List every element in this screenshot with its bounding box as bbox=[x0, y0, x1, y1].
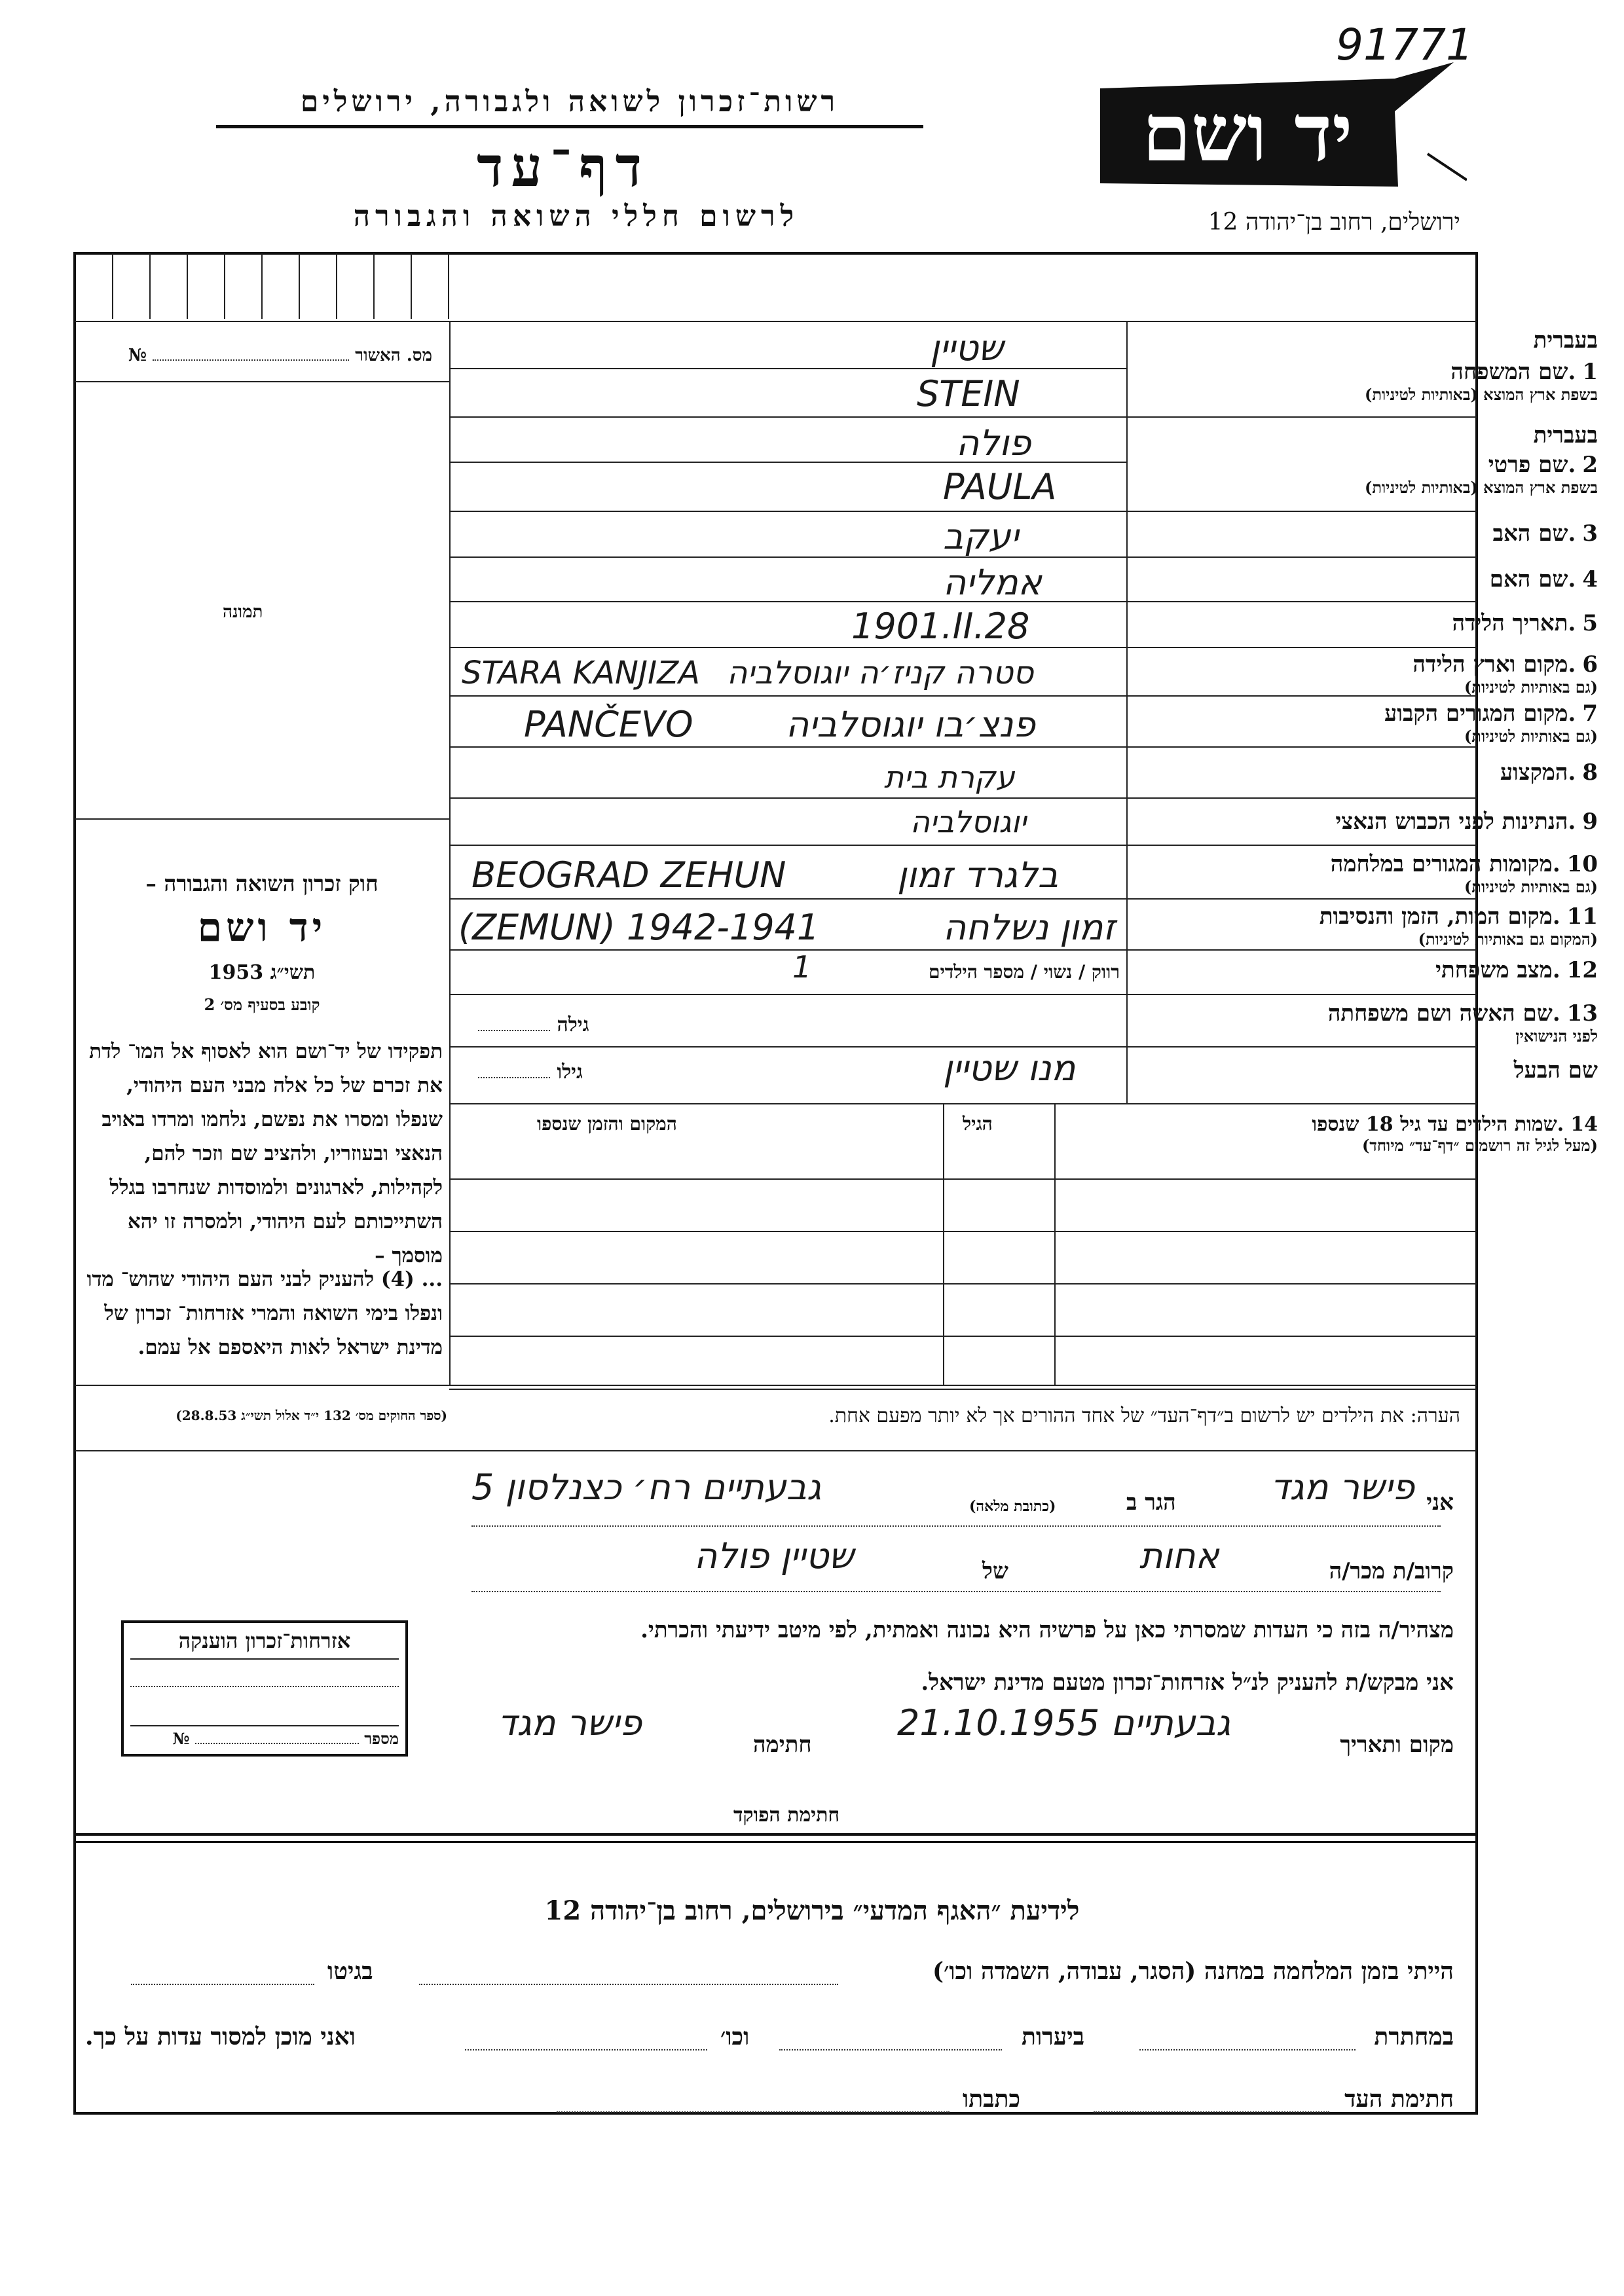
archive-number: 91771 bbox=[1336, 20, 1473, 70]
husband-name[interactable]: מנו שטיין bbox=[943, 1048, 1076, 1089]
field-8-label: 8.המקצוע bbox=[1500, 759, 1598, 786]
residence-latin[interactable]: PANČEVO bbox=[524, 704, 693, 745]
signature-label: חתימה bbox=[753, 1732, 812, 1758]
field-12-label: 12.מצב משפחתי bbox=[1435, 957, 1598, 983]
willing-testify-text: ואני מוכן למסור עדות על כך. bbox=[85, 2023, 356, 2050]
form-subtitle: לרשום חללי השואה והגבורה bbox=[353, 200, 800, 233]
form-title: דף־עד bbox=[476, 134, 650, 199]
profession[interactable]: עקרת בית bbox=[884, 759, 1015, 795]
request-text: אני מבקש/ת להעניק לנ״ל אזרחות־זכרון מטעם מדינת ישראל. bbox=[921, 1669, 1454, 1696]
logo-text: יד ושם bbox=[1142, 87, 1353, 179]
husband-label: שם הבעל bbox=[1513, 1057, 1598, 1084]
approval-number-field[interactable] bbox=[92, 346, 432, 365]
note-text: הערה: את הילדים יש לרשום ב״דף־העד״ של אחד ההורים אך לא יותר מפעם אחת. bbox=[828, 1404, 1460, 1427]
firstname-latin[interactable]: PAULA bbox=[943, 466, 1057, 507]
etc-label: וכו׳ bbox=[720, 2023, 750, 2050]
yad-vashem-logo bbox=[1087, 62, 1467, 187]
birth-date[interactable]: 1901.II.28 bbox=[851, 606, 1030, 647]
mother-name[interactable]: אמליה bbox=[943, 562, 1042, 603]
underground-label: במחתרת bbox=[1374, 2023, 1454, 2050]
citizenship-box bbox=[121, 1620, 408, 1757]
residence-hebrew[interactable]: פנצ׳בו יוגוסלביה bbox=[786, 704, 1035, 745]
field-7-label: 7.מקום המגורים הקבוע (גם באותיות לטיניות) bbox=[1384, 701, 1598, 746]
approval-symbol: № bbox=[128, 346, 147, 365]
wartime-residence-hebrew[interactable]: בלגרד זמון bbox=[897, 854, 1059, 896]
declarant-address[interactable]: גבעתיים רח׳ כצנלסון 5 bbox=[471, 1467, 822, 1508]
ghetto-label: בגיטו bbox=[327, 1958, 373, 1985]
declarant-name[interactable]: פישר מגד bbox=[1270, 1467, 1415, 1508]
field-10-label: 10.מקומות המגורים במלחמה (גם באותיות לטיניות) bbox=[1330, 851, 1598, 896]
relationship[interactable]: אחות bbox=[1139, 1535, 1219, 1576]
field-1-label-main: 1.שם המשפחה בשפת ארץ המוצא (באותיות לטיניות) bbox=[1365, 359, 1598, 404]
institution-name: רשות־זכרון לשואה ולגבורה, ירושלים bbox=[216, 85, 923, 128]
children-place-header: המקום והזמן שנספו bbox=[537, 1113, 677, 1135]
full-address-label: (כתובת מלאה) bbox=[969, 1498, 1056, 1515]
field-13-label: 13.שם האשה ושם משפחתה לפני הנישואין bbox=[1327, 1000, 1598, 1046]
field-4-label: 4.שם האם bbox=[1489, 566, 1598, 592]
field-6-label: 6.מקום וארץ הלידה (גם באותיות לטיניות) bbox=[1412, 651, 1598, 697]
code-boxes bbox=[76, 253, 449, 319]
law-text-1: תפקידו של יד־ושם הוא לאסוף אל המו־ לדת את זכרם של כל אלה מבני העם היהודי, שנפלו ומסרו את נפשם, נלחמו ומרדו באויב הנאצי ובעוזריו, ולהציב שם וזכר להם, לקהילות, לארגונים ולמוסדות שנחרבו בגלל השתייכותם לעם היהודי, ולמסרה זו יהא מוסמך – bbox=[89, 1040, 443, 1267]
of-label: של bbox=[982, 1558, 1008, 1584]
citizenship-box-number[interactable]: מספר № bbox=[130, 1725, 399, 1749]
surname-hebrew[interactable]: שטיין bbox=[930, 327, 1004, 369]
children-count[interactable]: 1 bbox=[792, 949, 812, 985]
camp-line-label: הייתי בזמן המלחמה במחנה (הסגר, עבודה, השמדה וכו׳) bbox=[932, 1958, 1454, 1985]
wartime-residence-latin[interactable]: BEOGRAD ZEHUN bbox=[471, 854, 786, 896]
signature-value[interactable]: פישר מגד bbox=[498, 1702, 642, 1743]
firstname-hebrew[interactable]: פולה bbox=[956, 422, 1031, 464]
father-name[interactable]: יעקב bbox=[943, 516, 1019, 557]
witness-signature-label: חתימת העד bbox=[1344, 2085, 1454, 2113]
approval-label: מס. האשור bbox=[355, 346, 432, 365]
death-place-hebrew[interactable]: זמון נשלחה bbox=[943, 907, 1116, 948]
header-address: ירושלים, רחוב בן־יהודה 12 bbox=[1208, 209, 1460, 236]
forests-label: ביערות bbox=[1022, 2023, 1085, 2050]
declarant-label: אני bbox=[1426, 1489, 1454, 1516]
wife-age-label[interactable]: גילה bbox=[478, 1013, 589, 1036]
law-year: תשי״ג 1953 bbox=[208, 961, 316, 984]
address-label: כתבתו bbox=[963, 2085, 1021, 2113]
citizenship[interactable]: יוגוסלביה bbox=[910, 804, 1027, 839]
death-place-latin[interactable]: (ZEMUN) 1942-1941 bbox=[458, 907, 820, 948]
law-text-2: ... (4) להעניק לבני העם היהודי שהוש־ מדו ונפלו בימי השואה והמרי אזרחות־ זכרון של מדינת ישראל לאות היאספם אל עמם. bbox=[86, 1267, 443, 1359]
place-date-value[interactable]: גבעתיים 21.10.1955 bbox=[897, 1702, 1231, 1743]
photo-label: תמונה bbox=[223, 602, 263, 622]
resides-label: הגר ב bbox=[1126, 1489, 1176, 1516]
place-date-label: מקום ותאריך bbox=[1340, 1732, 1454, 1758]
statement-text: מצהיר/ה בזה כי העדות שמסרתי כאן על פרשיה היא נכונה ואמתית, לפי מיטב ידיעתי והכרתי. bbox=[640, 1617, 1454, 1643]
law-name: יד ושם bbox=[197, 905, 327, 951]
relative-label: קרוב/ת מכר/ה bbox=[1329, 1558, 1454, 1584]
field-1-label: בעברית bbox=[1533, 327, 1598, 354]
birth-place-latin[interactable]: STARA KANJIZA bbox=[462, 655, 700, 691]
field-9-label: 9.הנתינות לפני הכבוש הנאצי bbox=[1335, 809, 1598, 835]
field-2-label-main: 2.שם פרטי בשפת ארץ המוצא (באותיות לטיניות) bbox=[1365, 452, 1598, 497]
field-11-label: 11.מקום המות, הזמן והנסיבות (המקום גם באותיות לטיניות) bbox=[1319, 903, 1598, 949]
field-14-label: 14.שמות הילדים עד גיל 18 שנספו (מעל לגיל זה רושמים ״דף־עד״ מיוחד) bbox=[1312, 1113, 1598, 1155]
official-signature-label: חתימת הפוקד bbox=[733, 1804, 840, 1827]
birth-place-hebrew[interactable]: סטרה קניז׳ה יוגוסלביה bbox=[727, 655, 1034, 691]
victim-name[interactable]: שטיין פולה bbox=[694, 1535, 854, 1576]
law-heading: חוק זכרון השואה והגבורה – bbox=[145, 871, 378, 896]
children-age-header: הגיל bbox=[963, 1113, 993, 1135]
field-3-label: 3.שם האב bbox=[1492, 520, 1598, 547]
law-citation: (ספר החוקים מס׳ 132 י״ד אלול תשי״ג 28.8.53) bbox=[175, 1408, 447, 1423]
lower-title: לידיעת ״האגף המדעי״ בירושלים, רחוב בן־יהודה 12 bbox=[544, 1895, 1080, 1926]
husband-age-label[interactable]: גילו bbox=[478, 1061, 583, 1084]
law-section: קובע בסעיף מס׳ 2 bbox=[204, 995, 320, 1014]
field-2-label: בעברית bbox=[1533, 422, 1598, 448]
marital-options[interactable]: רווק / נשוי / מספר הילדים bbox=[928, 961, 1120, 983]
field-5-label: 5.תאריך הלידה bbox=[1452, 610, 1598, 636]
citizenship-box-title: אזרחות־זכרון הוענקה bbox=[178, 1628, 351, 1653]
surname-latin[interactable]: STEIN bbox=[917, 373, 1020, 414]
